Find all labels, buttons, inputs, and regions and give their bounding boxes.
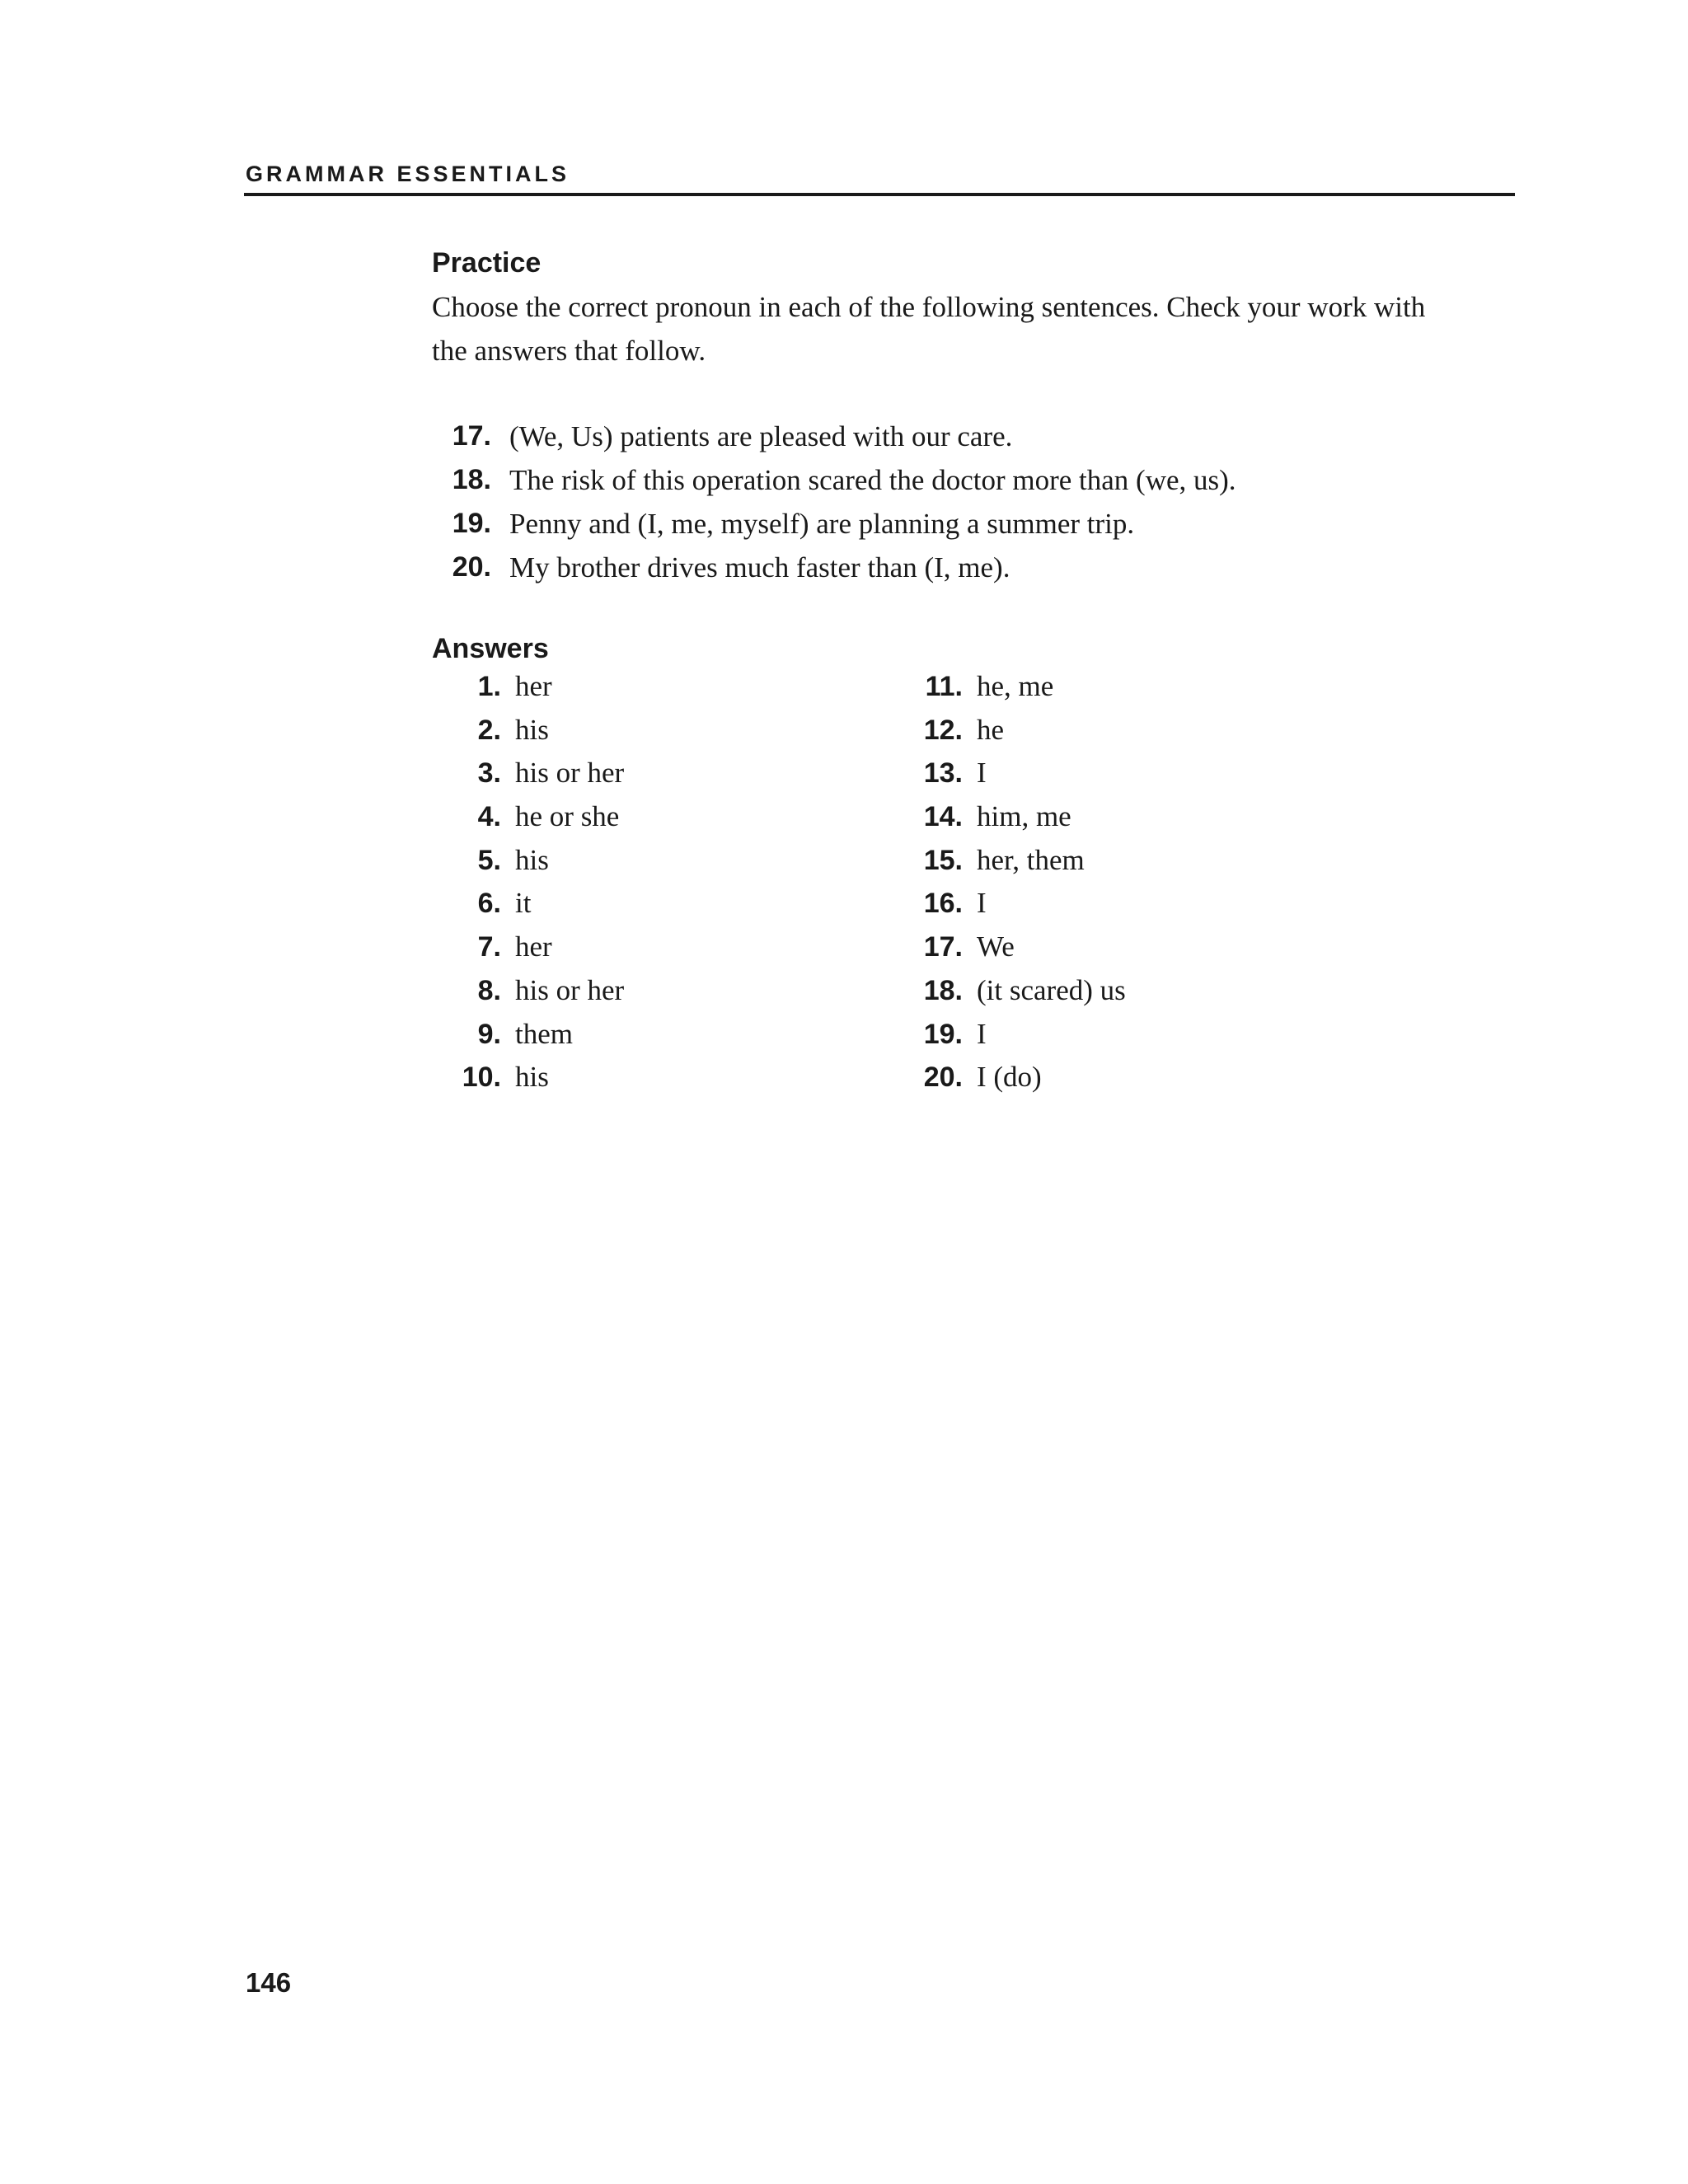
practice-question (432, 415, 1236, 458)
answer-item (432, 1056, 624, 1099)
answer-number: 1. (477, 671, 501, 702)
answer-item (893, 926, 1126, 969)
answer-item (893, 665, 1126, 709)
answer-number: 4. (477, 801, 501, 833)
answer-item (893, 795, 1126, 839)
question-number: 20. (452, 551, 491, 583)
question-number: 17. (452, 420, 491, 452)
question-number: 19. (452, 508, 491, 539)
header-rule (244, 193, 1515, 196)
answer-text: it (515, 887, 532, 920)
answer-number: 14. (923, 801, 963, 833)
answer-item (893, 882, 1126, 926)
answer-number: 18. (923, 974, 963, 1006)
answer-text: her, them (977, 843, 1085, 876)
answer-number: 5. (477, 844, 501, 876)
answer-item (432, 709, 624, 752)
answer-text: his (515, 1061, 549, 1094)
question-text: Penny and (I, me, myself) are planning a summer trip. (509, 508, 1135, 540)
answer-item (432, 795, 624, 839)
answer-number: 20. (923, 1062, 963, 1094)
practice-question (432, 458, 1236, 502)
answers-column-right (893, 665, 1126, 1099)
answer-item (432, 882, 624, 926)
question-text: My brother drives much faster than (I, me). (509, 551, 1010, 583)
answer-number: 17. (923, 931, 963, 963)
answer-text: his or her (515, 757, 625, 790)
practice-question (432, 502, 1236, 546)
practice-instructions: Choose the correct pronoun in each of the following sentences. Check your work with the answers that follow. (432, 291, 1426, 367)
answer-item (432, 752, 624, 795)
answer-number: 8. (477, 974, 501, 1006)
answer-number: 6. (477, 888, 501, 920)
answer-text: her (515, 670, 552, 702)
page-number: 146 (246, 1967, 292, 1998)
practice-heading: Practice (432, 247, 542, 279)
answer-text: them (515, 1017, 573, 1050)
answer-text: (it scared) us (977, 973, 1126, 1006)
answer-item (432, 1013, 624, 1057)
answers-column-left (432, 665, 624, 1099)
answer-text: his (515, 843, 549, 876)
answer-text: him, me (977, 800, 1071, 833)
practice-question-list (432, 415, 1236, 589)
answer-number: 19. (923, 1018, 963, 1050)
answer-text: his or her (515, 973, 625, 1006)
answer-text: I (977, 887, 987, 920)
answer-item (893, 752, 1126, 795)
running-head: GRAMMAR ESSENTIALS (246, 162, 570, 186)
answer-item (432, 839, 624, 883)
practice-question (432, 546, 1236, 589)
answer-text: We (977, 930, 1015, 963)
question-text: The risk of this operation scared the doctor more than (we, us). (509, 464, 1236, 496)
answer-text: her (515, 930, 552, 963)
answer-item (893, 1056, 1126, 1099)
answer-text: he (977, 713, 1005, 746)
answer-item (893, 1013, 1126, 1057)
answer-text: he, me (977, 670, 1054, 702)
answer-text: I (do) (977, 1061, 1042, 1094)
answer-item (432, 926, 624, 969)
answer-number: 12. (923, 714, 963, 746)
answer-number: 11. (925, 671, 963, 702)
answer-number: 7. (477, 931, 501, 963)
answer-item (432, 969, 624, 1013)
answer-text: his (515, 713, 549, 746)
answer-number: 9. (477, 1018, 501, 1050)
answer-item (893, 969, 1126, 1013)
question-text: (We, Us) patients are pleased with our care. (509, 420, 1013, 452)
answer-number: 10. (462, 1062, 501, 1094)
answer-number: 16. (923, 888, 963, 920)
question-number: 18. (452, 464, 491, 495)
answer-item (893, 839, 1126, 883)
answer-number: 13. (923, 757, 963, 790)
answer-text: I (977, 757, 987, 790)
answers-heading: Answers (432, 633, 549, 664)
answer-number: 2. (477, 714, 501, 746)
answer-item (893, 709, 1126, 752)
answer-number: 3. (477, 757, 501, 790)
answer-text: he or she (515, 800, 620, 833)
answer-text: I (977, 1017, 987, 1050)
answer-item (432, 665, 624, 709)
answer-number: 15. (923, 844, 963, 876)
